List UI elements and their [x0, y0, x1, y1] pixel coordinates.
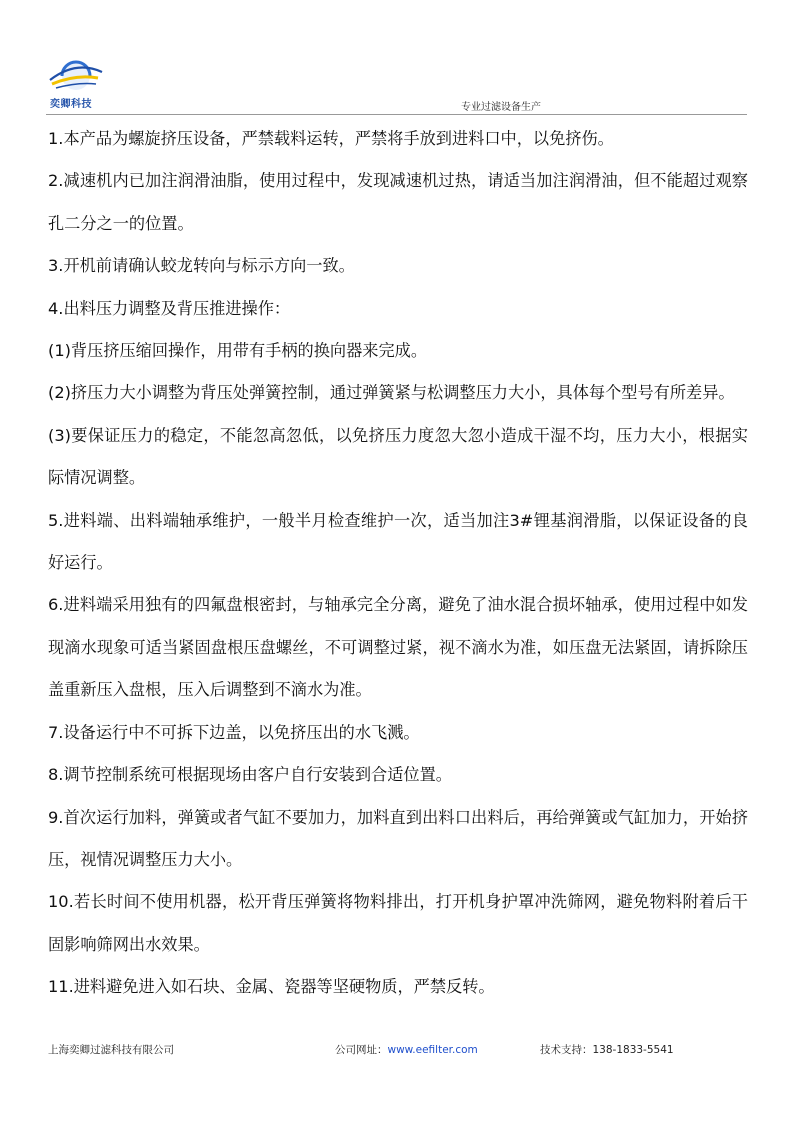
footer-company: 上海奕卿过滤科技有限公司 [48, 1044, 174, 1056]
paragraph: 11.进料避免进入如石块、金属、瓷器等坚硬物质，严禁反转。 [48, 977, 495, 997]
paragraph: (1)背压挤压缩回操作，用带有手柄的换向器来完成。 [48, 341, 428, 361]
page-header [0, 0, 793, 120]
paragraph: 1.本产品为螺旋挤压设备，严禁载料运转，严禁将手放到进料口中，以免挤伤。 [48, 129, 614, 148]
paragraph: 7.设备运行中不可拆下边盖，以免挤压出的水飞溅。 [48, 722, 420, 742]
paragraph: 6.进料端采用独有的四氟盘根密封，与轴承完全分离，避免了油水混合损坏轴承，使用过程中如发现滴水现象可适当紧固盘根压盘螺丝，不可调整过紧，视不滴水为准，如压盘无法紧固，请拆除压盖重新压入盘根，压入后调整到不滴水为准。 [48, 595, 748, 700]
document-body [48, 118, 748, 1009]
logo-text: 奕卿科技 [50, 99, 92, 110]
header-divider [46, 114, 747, 115]
paragraph: 5.进料端、出料端轴承维护，一般半月检查维护一次，适当加注3#锂基润滑脂，以保证设备的良好运行。 [48, 510, 748, 573]
paragraph: 8.调节控制系统可根据现场由客户自行安装到合适位置。 [48, 765, 452, 785]
paragraph: (2)挤压力大小调整为背压处弹簧控制，通过弹簧紧与松调整压力大小，具体每个型号有所差异。 [48, 383, 735, 403]
paragraph: 4.出料压力调整及背压推进操作： [48, 298, 291, 318]
footer-website [335, 1042, 478, 1057]
footer-website-label: 公司网址： [335, 1044, 388, 1056]
header-tagline: 专业过滤设备生产 [461, 102, 541, 113]
footer-website-link[interactable]: www.eefilter.com [387, 1044, 478, 1056]
paragraph: 9.首次运行加料，弹簧或者气缸不要加力，加料直到出料口出料后，再给弹簧或气缸加力，开始挤压，视情况调整压力大小。 [48, 807, 748, 869]
page-footer [0, 1036, 793, 1066]
paragraph: 2.减速机内已加注润滑油脂，使用过程中，发现减速机过热，请适当加注润滑油，但不能超过观察孔二分之一的位置。 [48, 171, 748, 233]
paragraph: 10.若长时间不使用机器，松开背压弹簧将物料排出，打开机身护罩冲洗筛网，避免物料附着后干固影响筛网出水效果。 [48, 892, 748, 954]
paragraph: (3)要保证压力的稳定，不能忽高忽低，以免挤压力度忽大忽小造成干湿不均，压力大小，根据实际情况调整。 [48, 425, 748, 488]
footer-support: 技术支持：138-1833-5541 [540, 1044, 674, 1056]
paragraph: 3.开机前请确认蛟龙转向与标示方向一致。 [48, 256, 355, 276]
